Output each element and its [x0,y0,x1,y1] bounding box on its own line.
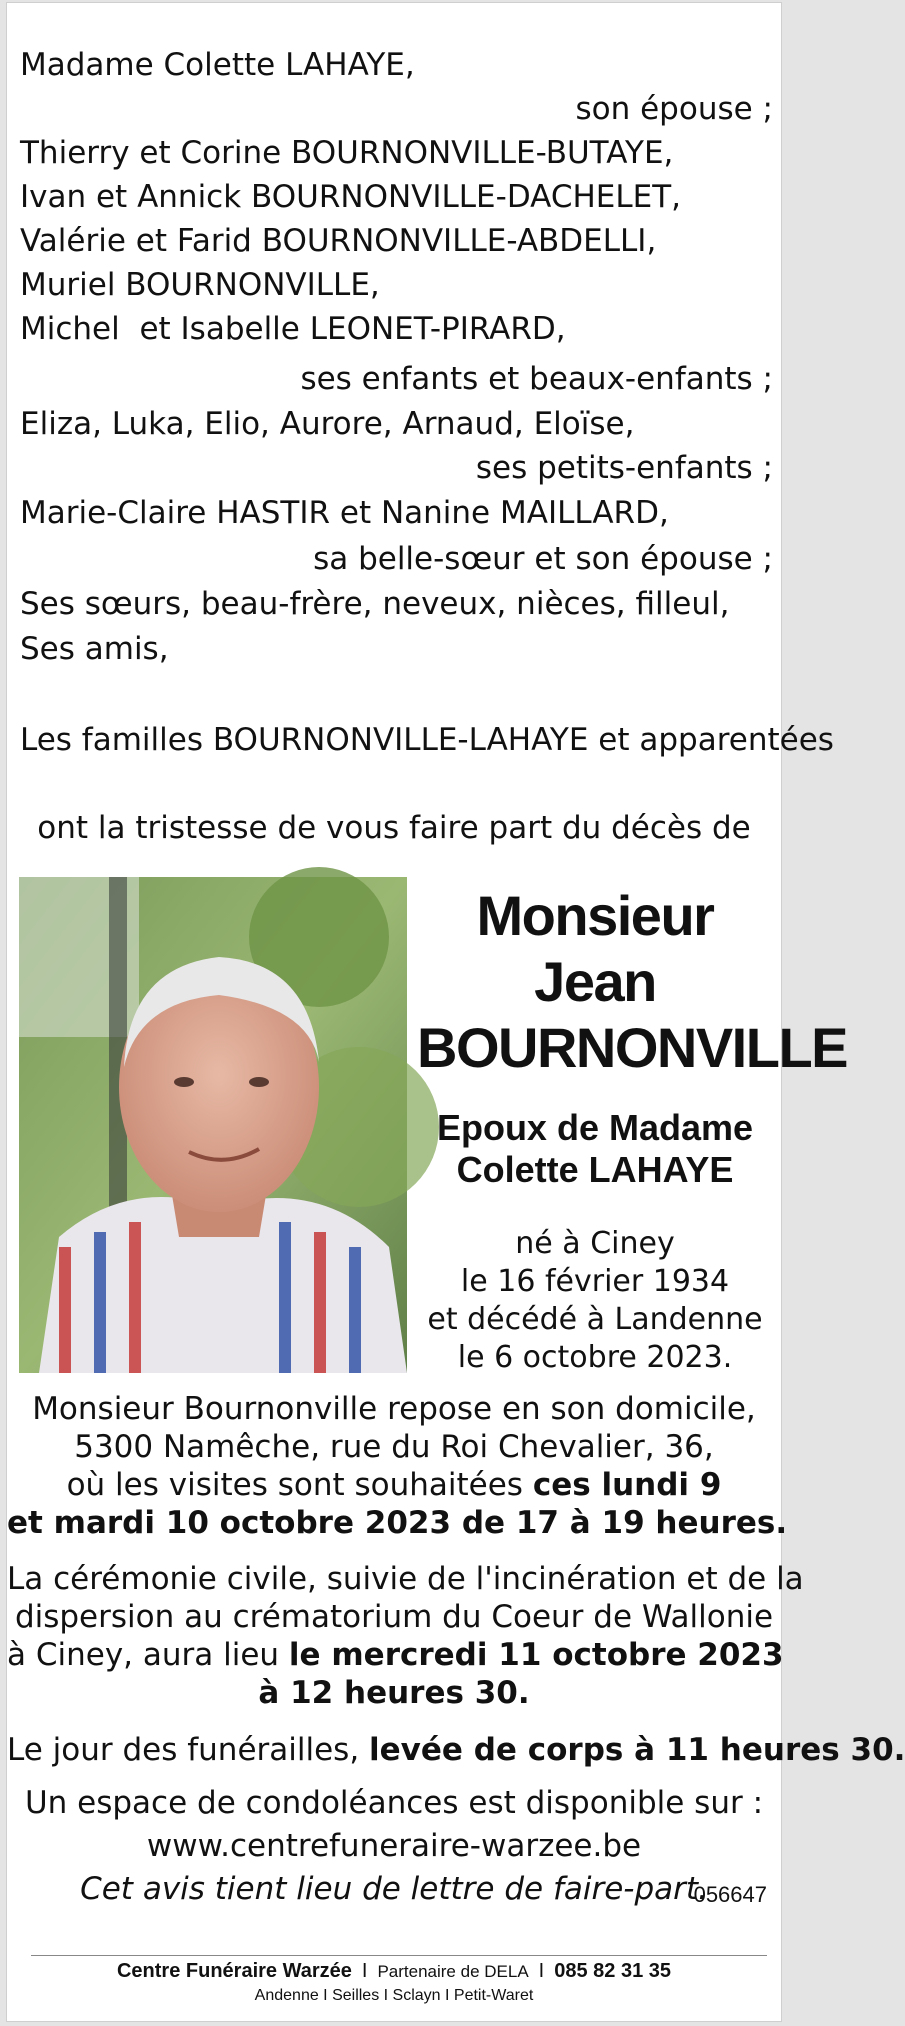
footer-locations: Andenne I Seilles I Sclayn I Petit-Waret [254,1987,534,2004]
family-line: Eliza, Luka, Elio, Aurore, Arnaud, Eloïse, [20,406,635,442]
family-relation: ses enfants et beaux-enfants ; [300,361,773,397]
funeral-line: Le jour des funérailles, levée de corps à 11 heures 30. [7,1732,905,1768]
visits-dates: et mardi 10 octobre 2023 de 17 à 19 heures. [7,1505,788,1541]
family-line: Les familles BOURNONVILLE-LAHAYE et apparentées [20,722,834,758]
family-line: Thierry et Corine BOURNONVILLE-BUTAYE, [20,135,674,171]
family-line: Madame Colette LAHAYE, [20,47,415,83]
family-line: Marie-Claire HASTIR et Nanine MAILLARD, [20,495,669,531]
announcement-intro: ont la tristesse de vous faire part du décès de [37,810,751,846]
deceased-name-block [417,883,847,1377]
family-line: Ses sœurs, beau-frère, neveux, nièces, filleul, [20,586,730,622]
spouse-line: Epoux de Madame [436,1107,754,1148]
family-relation: ses petits-enfants ; [475,450,773,486]
reference-number: 056647 [693,1882,767,1907]
ceremony-line: La cérémonie civile, suivie de l'incinération et de la [7,1561,804,1597]
visits-line: où les visites sont souhaitées ces lundi 9 [66,1467,722,1503]
footer-partner: Partenaire de DELA [377,1962,529,1981]
family-line: Ses amis, [20,631,169,667]
footer [7,1958,781,1985]
death-place: et décédé à Landenne [427,1302,763,1337]
family-relation: sa belle-sœur et son épouse ; [313,541,773,577]
deceased-first-name: Jean [534,950,656,1013]
family-line: Muriel BOURNONVILLE, [20,267,380,303]
portrait-photo [19,877,407,1373]
notice-line: Cet avis tient lieu de lettre de faire-part. [80,1871,708,1907]
family-relation: son épouse ; [575,91,773,127]
spouse-name: Colette LAHAYE [456,1149,734,1190]
ceremony-line: à Ciney, aura lieu le mercredi 11 octobre 2023 [7,1637,784,1673]
obituary-notice [6,2,905,2022]
deceased-title: Monsieur [476,884,714,947]
footer-phone[interactable]: 085 82 31 35 [554,1960,671,1982]
footer-separator: I [361,1960,368,1982]
ceremony-time: à 12 heures 30. [258,1675,530,1711]
family-line: Valérie et Farid BOURNONVILLE-ABDELLI, [20,223,657,259]
footer-separator: I [538,1960,545,1982]
footer-divider [31,1955,767,1956]
visits-line: Monsieur Bournonville repose en son domicile, [32,1391,756,1427]
birth-place: né à Ciney [515,1226,675,1261]
condolences-line: Un espace de condoléances est disponible sur : [24,1785,764,1821]
deceased-last-name: BOURNONVILLE [417,1016,847,1079]
visits-line: 5300 Namêche, rue du Roi Chevalier, 36, [74,1429,714,1465]
footer-company: Centre Funéraire Warzée [116,1960,352,1982]
family-line: Michel et Isabelle LEONET-PIRARD, [20,311,566,347]
condolences-url[interactable]: www.centrefuneraire-warzee.be [146,1828,642,1864]
ceremony-line: dispersion au crématorium du Coeur de Wallonie [14,1599,774,1635]
birth-date: le 16 février 1934 [460,1264,730,1299]
family-line: Ivan et Annick BOURNONVILLE-DACHELET, [20,179,682,215]
death-date: le 6 octobre 2023. [457,1340,733,1375]
